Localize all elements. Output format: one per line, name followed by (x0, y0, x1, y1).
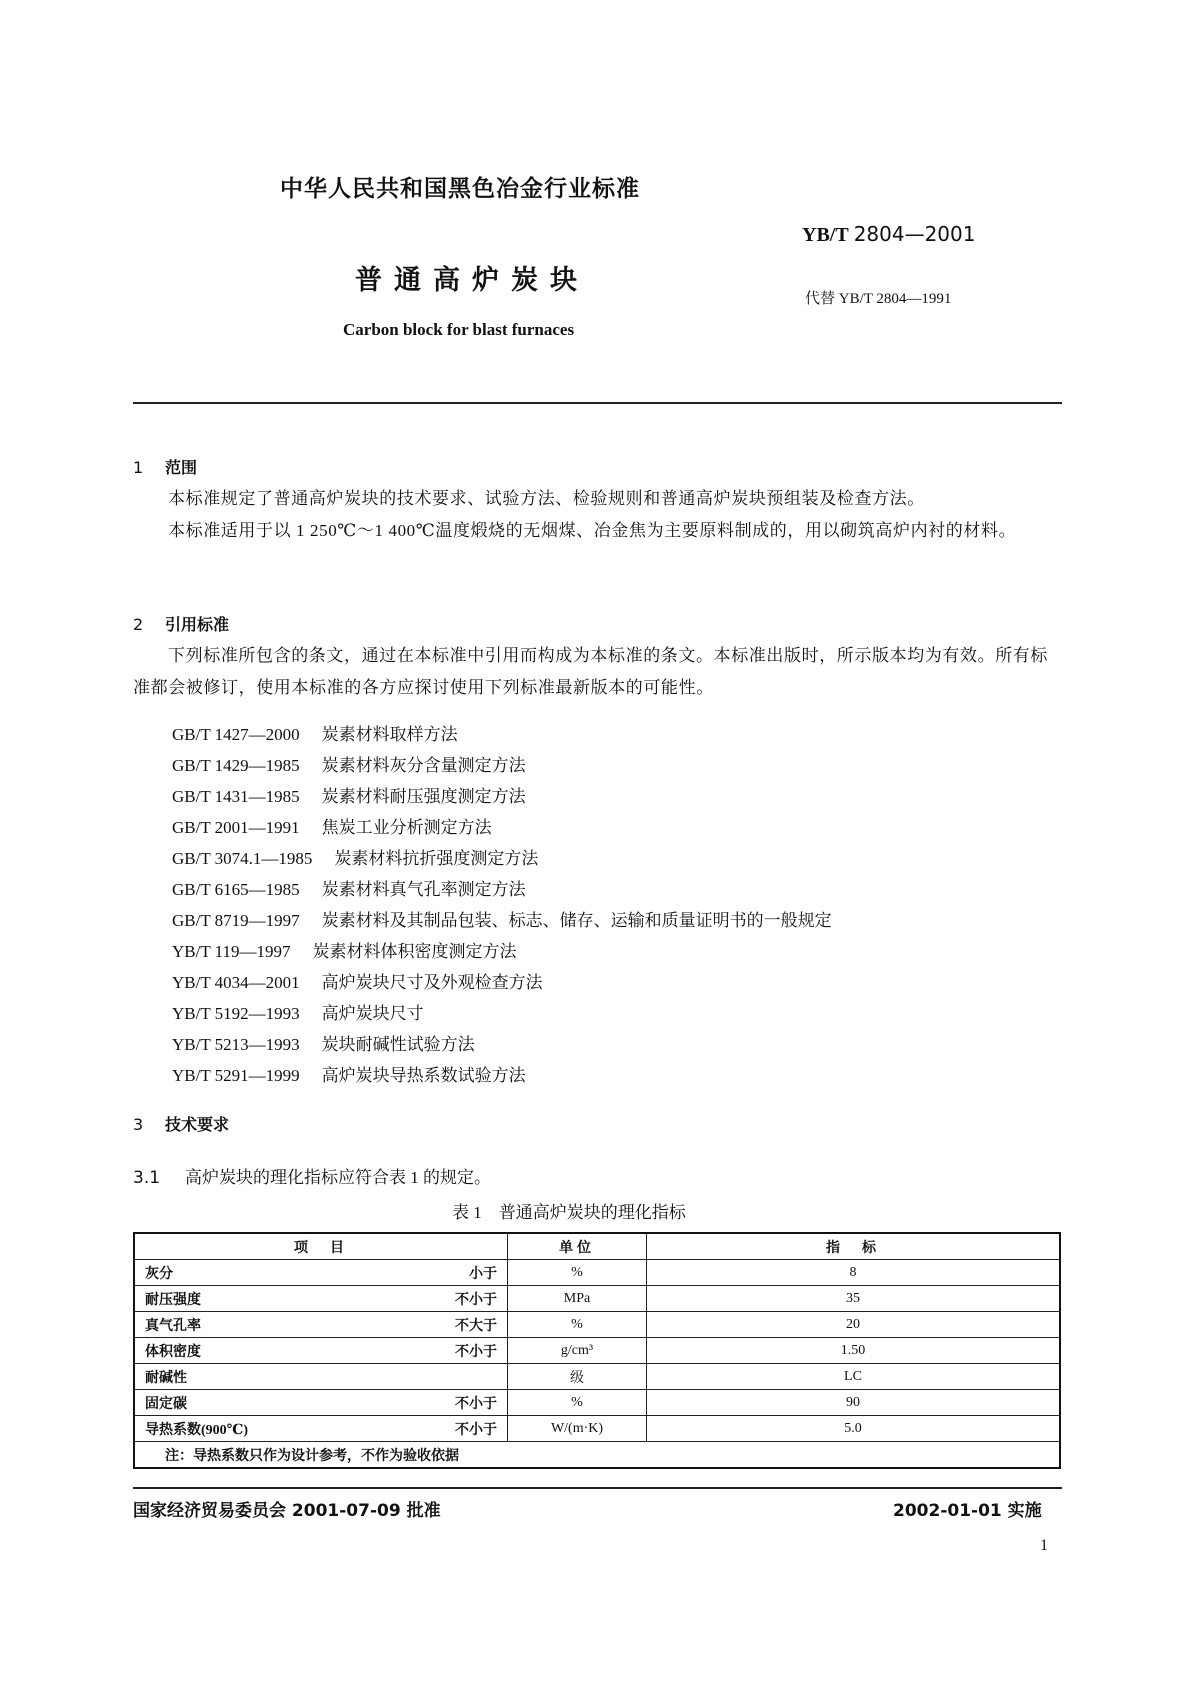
value-cell: 20 (647, 1312, 1061, 1338)
item-cell (134, 1390, 508, 1416)
section-3-heading (133, 1112, 229, 1135)
value-cell: LC (647, 1364, 1061, 1390)
table-row (134, 1312, 1060, 1338)
reference-item (172, 999, 424, 1024)
table-row (134, 1286, 1060, 1312)
item-name: 灰分 (145, 1266, 173, 1282)
section-1-heading (133, 455, 197, 478)
reference-code: GB/T 6165—1985 (172, 880, 300, 899)
item-name: 固定碳 (145, 1396, 187, 1412)
item-limit: 不小于 (455, 1422, 497, 1438)
reference-code: GB/T 2001—1991 (172, 818, 300, 837)
item-name: 体积密度 (145, 1344, 201, 1360)
reference-code: GB/T 3074.1—1985 (172, 849, 313, 868)
reference-item (172, 782, 526, 807)
item-cell (134, 1312, 508, 1338)
reference-title: 高炉炭块尺寸及外观检查方法 (321, 973, 543, 992)
item-limit: 不大于 (455, 1318, 497, 1334)
reference-code: YB/T 4034—2001 (172, 973, 300, 992)
item-cell (134, 1416, 508, 1442)
table-header-row (134, 1233, 1060, 1260)
reference-item (172, 906, 832, 931)
section-title: 引用标准 (165, 615, 230, 634)
table-row (134, 1390, 1060, 1416)
reference-code: YB/T 119—1997 (172, 942, 291, 961)
reference-code: YB/T 5192—1993 (172, 1004, 300, 1023)
reference-item (172, 813, 492, 838)
item-limit: 不小于 (455, 1292, 497, 1308)
value-cell: 8 (647, 1260, 1061, 1286)
value-cell: 35 (647, 1286, 1061, 1312)
english-title: Carbon block for blast furnaces (343, 320, 575, 339)
header-unit: 单位 (508, 1233, 647, 1260)
table-note: 注：导热系数只作为设计参考，不作为验收依据 (134, 1442, 1060, 1469)
standard-code: 2804—2001 (853, 222, 976, 246)
item-cell (134, 1338, 508, 1364)
header-value: 指 标 (647, 1233, 1061, 1260)
reference-code: GB/T 1431—1985 (172, 787, 300, 806)
reference-title: 炭块耐碱性试验方法 (321, 1035, 475, 1054)
reference-item (172, 875, 526, 900)
table-row (134, 1364, 1060, 1390)
value-cell: 90 (647, 1390, 1061, 1416)
unit-cell: % (508, 1312, 647, 1338)
item-name: 真气孔率 (145, 1318, 201, 1334)
reference-code: GB/T 1429—1985 (172, 756, 300, 775)
properties-table (133, 1232, 1061, 1469)
footer-divider (133, 1487, 1062, 1489)
effective-date: 2002-01-01 实施 (893, 1501, 1042, 1521)
section-1-paragraph-1: 本标准规定了普通高炉炭块的技术要求、试验方法、检验规则和普通高炉炭块预组装及检查方法。 (168, 489, 925, 508)
reference-title: 炭素材料取样方法 (321, 725, 458, 744)
item-name: 耐压强度 (145, 1292, 201, 1308)
item-limit: 不小于 (455, 1344, 497, 1360)
table-row (134, 1338, 1060, 1364)
section-1-paragraph-2: 本标准适用于以 1 250℃～1 400℃温度煅烧的无烟煤、冶金焦为主要原料制成的，用以砌筑高炉内衬的材料。 (168, 521, 1017, 540)
reference-code: GB/T 1427—2000 (172, 725, 300, 744)
reference-item (172, 1030, 475, 1055)
document-title: 普通高炉炭块 (355, 265, 589, 296)
table-note-row (134, 1442, 1060, 1469)
section-number: 2 (133, 615, 144, 634)
replaces-standard: 代替 YB/T 2804—1991 (805, 291, 952, 307)
reference-title: 焦炭工业分析测定方法 (321, 818, 492, 837)
item-cell (134, 1260, 508, 1286)
section-number: 3 (133, 1115, 144, 1134)
reference-item (172, 968, 543, 993)
item-name: 导热系数(900℃) (145, 1422, 249, 1438)
clause-3-1 (133, 1163, 491, 1188)
reference-title: 高炉炭块尺寸 (321, 1004, 424, 1023)
reference-title: 炭素材料体积密度测定方法 (312, 942, 517, 961)
reference-code: GB/T 8719—1997 (172, 911, 300, 930)
reference-item (172, 720, 458, 745)
reference-code: YB/T 5213—1993 (172, 1035, 300, 1054)
reference-title: 高炉炭块导热系数试验方法 (321, 1066, 526, 1085)
standard-prefix: YB/T (802, 224, 849, 246)
section-number: 1 (133, 458, 144, 477)
reference-title: 炭素材料耐压强度测定方法 (321, 787, 526, 806)
value-cell: 1.50 (647, 1338, 1061, 1364)
unit-cell: MPa (508, 1286, 647, 1312)
item-name: 耐碱性 (145, 1370, 187, 1386)
item-cell (134, 1286, 508, 1312)
page-number: 1 (1040, 1537, 1048, 1554)
item-cell (134, 1364, 508, 1390)
unit-cell: 级 (508, 1364, 647, 1390)
section-2-intro: 下列标准所包含的条文，通过在本标准中引用而构成为本标准的条文。本标准出版时，所示版本均为有效。所有标准都会被修订，使用本标准的各方应探讨使用下列标准最新版本的可能性。 (133, 646, 1048, 697)
section-title: 范围 (165, 458, 198, 477)
item-limit: 小于 (469, 1266, 497, 1282)
reference-title: 炭素材料真气孔率测定方法 (321, 880, 526, 899)
reference-title: 炭素材料抗折强度测定方法 (334, 849, 539, 868)
header-divider (133, 402, 1062, 404)
approval-statement: 国家经济贸易委员会 2001-07-09 批准 (133, 1501, 441, 1521)
reference-item (172, 1061, 526, 1086)
standard-number (802, 222, 975, 247)
clause-text: 高炉炭块的理化指标应符合表 1 的规定。 (185, 1168, 491, 1187)
reference-code: YB/T 5291—1999 (172, 1066, 300, 1085)
unit-cell: % (508, 1390, 647, 1416)
unit-cell: g/cm³ (508, 1338, 647, 1364)
table-row (134, 1416, 1060, 1442)
section-2-heading (133, 612, 229, 635)
issuing-org-title: 中华人民共和国黑色冶金行业标准 (280, 176, 640, 202)
value-cell: 5.0 (647, 1416, 1061, 1442)
item-limit: 不小于 (455, 1396, 497, 1412)
reference-item (172, 844, 538, 869)
reference-title: 炭素材料灰分含量测定方法 (321, 756, 526, 775)
table-row (134, 1260, 1060, 1286)
reference-item (172, 937, 517, 962)
reference-item (172, 751, 526, 776)
reference-title: 炭素材料及其制品包装、标志、储存、运输和质量证明书的一般规定 (321, 911, 832, 930)
table-caption: 表 1 普通高炉炭块的理化指标 (452, 1203, 686, 1222)
unit-cell: % (508, 1260, 647, 1286)
clause-number: 3.1 (133, 1168, 161, 1188)
header-item: 项 目 (134, 1233, 508, 1260)
unit-cell: W/(m·K) (508, 1416, 647, 1442)
section-title: 技术要求 (165, 1115, 230, 1134)
